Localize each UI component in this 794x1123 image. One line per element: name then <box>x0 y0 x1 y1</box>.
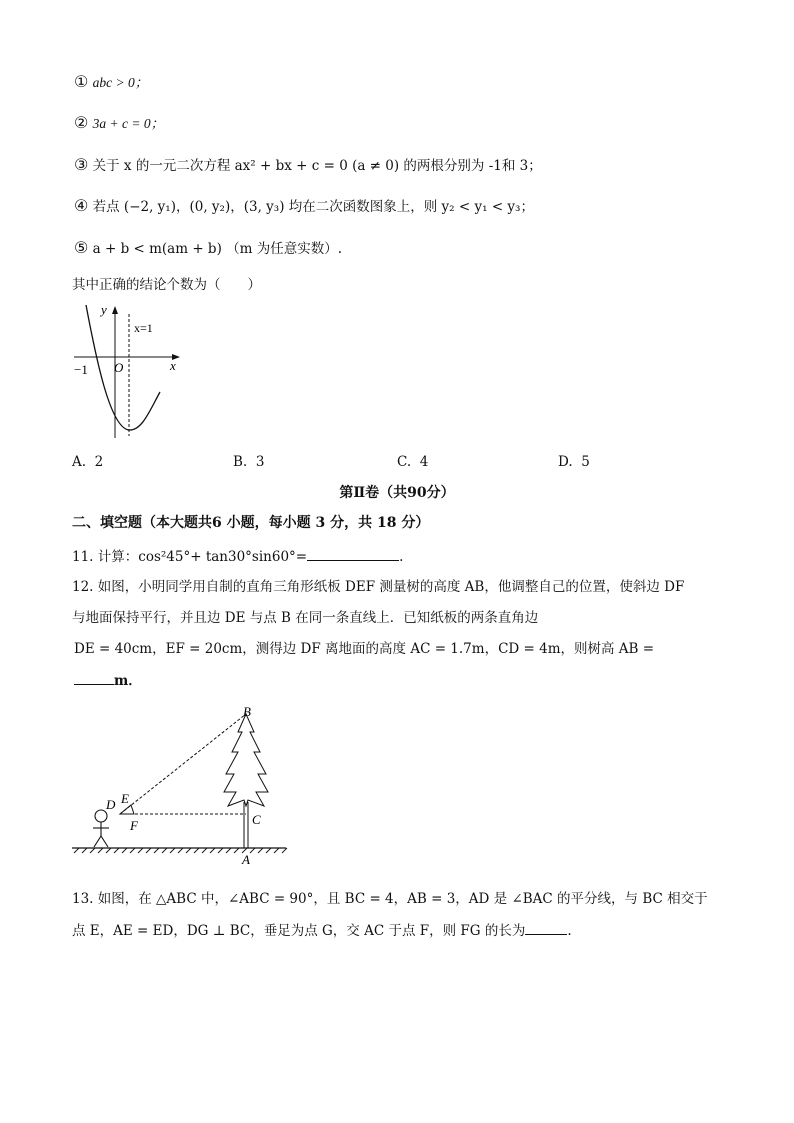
x-axis-label: x <box>170 358 176 373</box>
label-d: D <box>106 797 116 812</box>
question-12-line-2: 与地面保持平行，并且边 DE 与点 B 在同一条直线上．已知纸板的两条直角边 <box>72 610 539 626</box>
question-12-line-4: m． <box>74 670 142 691</box>
ground-hatching <box>74 848 287 853</box>
y-axis-label: y <box>101 302 107 317</box>
label-f: F <box>130 818 138 833</box>
symmetry-axis-label: x=1 <box>134 321 153 335</box>
label-e: E <box>121 791 129 806</box>
tree-figure <box>224 714 268 848</box>
answer-blank-11[interactable] <box>307 546 399 561</box>
parabola-graph <box>68 300 188 442</box>
y-axis-arrow <box>112 306 118 314</box>
statement-3: ③ 关于 x 的一元二次方程 ax² + bx + c = 0 (a ≠ 0) 的两根分别为 -1和 3； <box>74 155 542 174</box>
person-figure <box>93 810 109 847</box>
answer-blank-13[interactable] <box>525 920 567 935</box>
question-13-line-1: 13. 如图，在 △ABC 中，∠ABC = 90°，且 BC = 4，AB = 3，AD 是 ∠BAC 的平分线，与 BC 相交于 <box>72 891 708 907</box>
label-c: C <box>252 812 261 827</box>
question-13-line-2: 点 E，AE = ED，DG ⊥ BC，垂足为点 G，交 AC 于点 F，则 FG 的长为 . <box>72 920 572 941</box>
option-c[interactable]: C. 4 <box>397 454 429 470</box>
option-b[interactable]: B. 3 <box>233 454 265 470</box>
answer-blank-12[interactable] <box>74 670 114 685</box>
triangle-board-def <box>120 805 134 814</box>
statement-1: ① abc > 0； <box>74 72 149 91</box>
part-two-heading: 第Ⅱ卷（共90分） <box>339 485 455 501</box>
question-12-line-1: 12. 如图，小明同学用自制的直角三角形纸板 DEF 测量树的高度 AB，他调整自己的位置，使斜边 DF <box>72 579 685 595</box>
section-heading: 二、填空题（本大题共6 小题，每小题 3 分，共 18 分） <box>72 515 430 531</box>
origin-label: O <box>114 360 124 375</box>
sight-line-db <box>120 714 246 814</box>
question-11: 11. 计算：cos²45°+ tan30°sin60°= . <box>72 546 403 567</box>
option-a[interactable]: A. 2 <box>72 454 104 470</box>
tree-measurement-figure <box>68 702 298 870</box>
statement-5: ⑤ a + b < m(am + b) （m 为任意实数）. <box>74 238 343 257</box>
statement-4: ④ 若点 (−2, y₁)，(0, y₂)，(3, y₃) 均在二次函数图象上，则 y₂ < y₁ < y₃； <box>74 196 534 215</box>
label-a: A <box>242 852 250 867</box>
question-12-line-3: DE = 40cm，EF = 20cm，测得边 DF 离地面的高度 AC = 1.7m，CD = 4m，则树高 AB = <box>74 641 655 657</box>
question-prompt: 其中正确的结论个数为（ ） <box>72 277 261 293</box>
label-b: B <box>243 704 251 719</box>
minus-one-label: −1 <box>74 362 88 377</box>
statement-2: ② 3a + c = 0； <box>74 113 165 132</box>
option-d[interactable]: D. 5 <box>558 454 590 470</box>
